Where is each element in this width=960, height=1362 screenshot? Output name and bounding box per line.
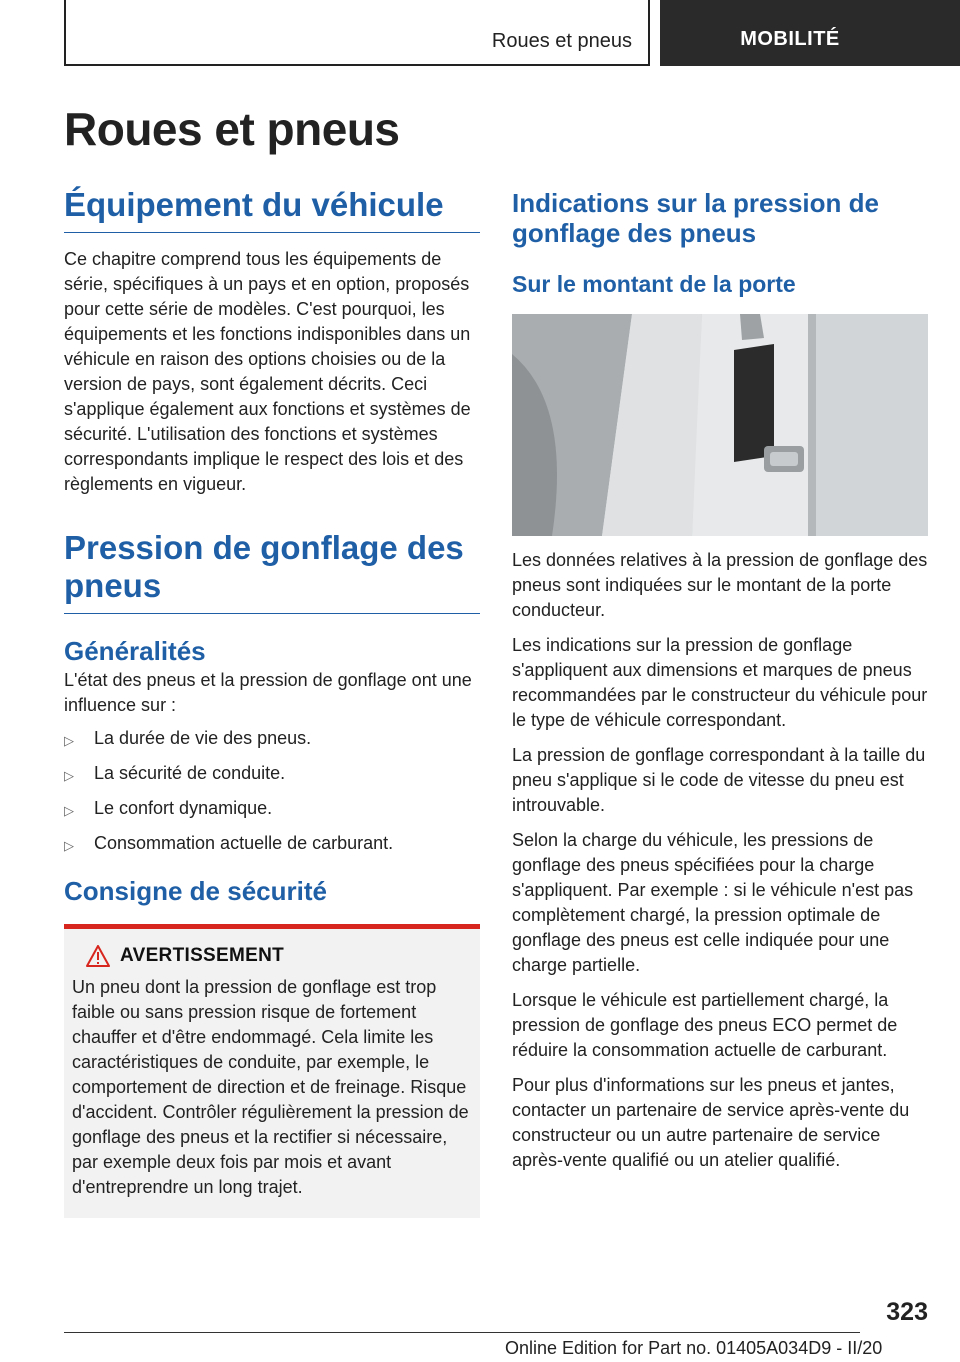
- montant-paragraph-4: Selon la charge du véhicule, les pressions de gonflage des pneus spécifiées pour la charge s'appliquent. Par exemple : si le véhicule n'est pas complètement chargé, la pression optimale de gonflage des pneus est celle indiquée pour une charge partielle.: [512, 830, 914, 975]
- montant-paragraph-3: La pression de gonflage correspondant à la taille du pneu s'applique si le code de vitesse du pneu est introuvable.: [512, 745, 926, 815]
- triangle-right-icon: ▷: [64, 733, 74, 748]
- door-pillar-photo: [512, 314, 928, 536]
- triangle-right-icon: ▷: [64, 838, 74, 853]
- header-chapter-title: MOBILITÉ: [740, 28, 840, 50]
- warning-triangle-icon: [86, 945, 110, 967]
- generalites-paragraph: L'état des pneus et la pression de gonflage ont une influence sur :: [64, 670, 472, 715]
- page-number: 323: [886, 1298, 928, 1326]
- header-chapter-tab: [660, 0, 960, 66]
- header-section-tab: [64, 0, 650, 66]
- page-title: Roues et pneus: [64, 103, 400, 155]
- heading-equipement: Équipement du véhicule: [64, 186, 480, 233]
- footer-edition: Online Edition for Part no. 01405A034D9 - II/20: [505, 1338, 883, 1358]
- montant-paragraph-5: Lorsque le véhicule est partiellement chargé, la pression de gonflage des pneus ECO permet de réduire la consommation actuelle de carburant.: [512, 990, 898, 1060]
- warning-header: [72, 945, 472, 967]
- list-item: ▷ Consommation actuelle de carburant.: [64, 831, 480, 858]
- montant-paragraph-6: Pour plus d'informations sur les pneus et jantes, contacter un partenaire de service après-vente du constructeur ou un autre partenaire de service après-vente qualifié ou un atelier qualifié.: [512, 1075, 910, 1170]
- triangle-right-icon: ▷: [64, 768, 74, 783]
- header-section-title: Roues et pneus: [491, 30, 632, 52]
- warning-label: AVERTISSEMENT: [120, 945, 285, 966]
- left-column: [64, 186, 480, 1218]
- list-item: ▷ La durée de vie des pneus.: [64, 726, 480, 753]
- montant-paragraph-2: Les indications sur la pression de gonflage s'appliquent aux dimensions et marques de pneus recommandées par le constructeur du véhicule pour le type de véhicule correspondant.: [512, 635, 928, 730]
- warning-text: Un pneu dont la pression de gonflage est trop faible ou sans pression risque de fortement chauffer et d'être endommagé. Cela limite les caractéristiques de conduite, par exemple, le comportement de direction et de freinage. Risque d'accident. Contrôler régulièrement la pression de gonflage des pneus et la rectifier si nécessaire, par exemple deux fois par mois et avant d'entreprendre un long trajet.: [72, 977, 469, 1197]
- heading-consigne: Consigne de sécurité: [64, 876, 327, 906]
- door-pillar-illustration: [512, 314, 928, 536]
- influence-list: [64, 726, 480, 858]
- list-item: ▷ La sécurité de conduite.: [64, 761, 480, 788]
- heading-indications: Indications sur la pression de gonflage des pneus: [512, 188, 879, 248]
- equipement-paragraph: Ce chapitre comprend tous les équipements de série, spécifiques à un pays et en option, proposés pour cette série de modèles. C'est pourquoi, les équipements et les fonctions indisponibles dans un véhicule en raison des options choisies ou de la version de pays, sont également décrits. Ceci s'applique également aux fonctions et systèmes de sécurité. L'utilisation des fonctions et systèmes correspondants implique le respect des lois et des règlements en vigueur.: [64, 249, 471, 494]
- right-column: [512, 188, 928, 1173]
- montant-paragraph-1: Les données relatives à la pression de gonflage des pneus sont indiquées sur le montant de la porte conducteur.: [512, 550, 928, 620]
- warning-box: [64, 924, 480, 1218]
- footer-divider: [64, 1332, 860, 1333]
- list-item: ▷ Le confort dynamique.: [64, 796, 480, 823]
- heading-montant: Sur le montant de la porte: [512, 271, 796, 297]
- heading-generalites: Généralités: [64, 636, 206, 666]
- heading-pression: Pression de gonflage des pneus: [64, 529, 480, 614]
- page-header: [0, 0, 960, 66]
- triangle-right-icon: ▷: [64, 803, 74, 818]
